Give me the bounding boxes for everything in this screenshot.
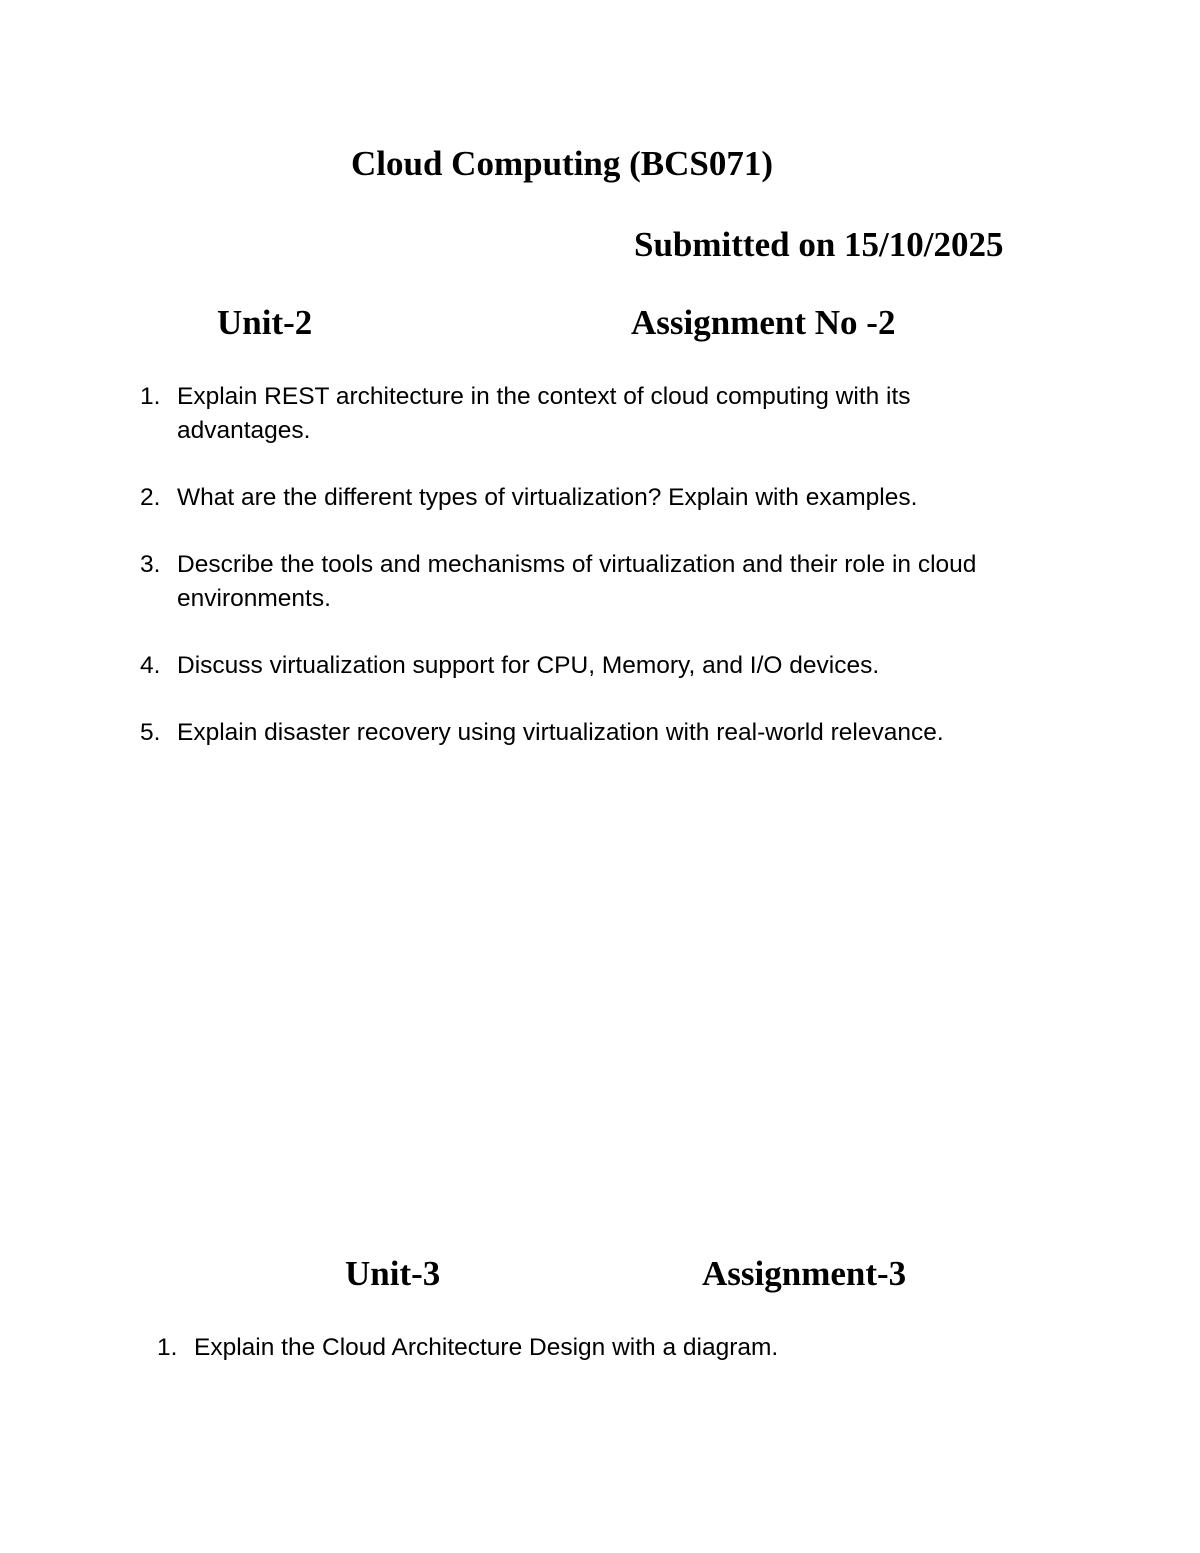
question-text: Describe the tools and mechanisms of virtualization and their role in cloud environments. [177,551,977,612]
question-number: 4. [140,652,161,679]
assignment-2-heading: Assignment No -2 [631,303,896,342]
question-number: 2. [140,484,161,511]
unit-2-question-list [140,380,1040,750]
question-number: 5. [140,719,161,746]
question-number: 3. [140,551,161,578]
assignment-3-heading: Assignment-3 [702,1254,907,1293]
unit-3-heading: Unit-3 [345,1254,441,1293]
question-number: 1. [140,383,161,410]
unit-2-heading: Unit-2 [217,303,313,342]
list-item [140,649,1040,683]
list-item [140,481,1040,515]
question-text: Discuss virtualization support for CPU, Memory, and I/O devices. [177,652,880,679]
question-text: Explain REST architecture in the context of cloud computing with its advantages. [177,383,911,444]
course-title: Cloud Computing (BCS071) [351,144,774,183]
list-item [157,1331,1057,1365]
submission-date: Submitted on 15/10/2025 [634,225,1004,264]
question-text: Explain the Cloud Architecture Design with a diagram. [194,1334,779,1361]
question-text: What are the different types of virtualization? Explain with examples. [177,484,918,511]
question-number: 1. [157,1334,178,1361]
list-item [140,548,1040,616]
list-item [140,380,1040,448]
question-text: Explain disaster recovery using virtualization with real-world relevance. [177,719,944,746]
unit-3-question-list [157,1331,1057,1365]
list-item [140,716,1040,750]
